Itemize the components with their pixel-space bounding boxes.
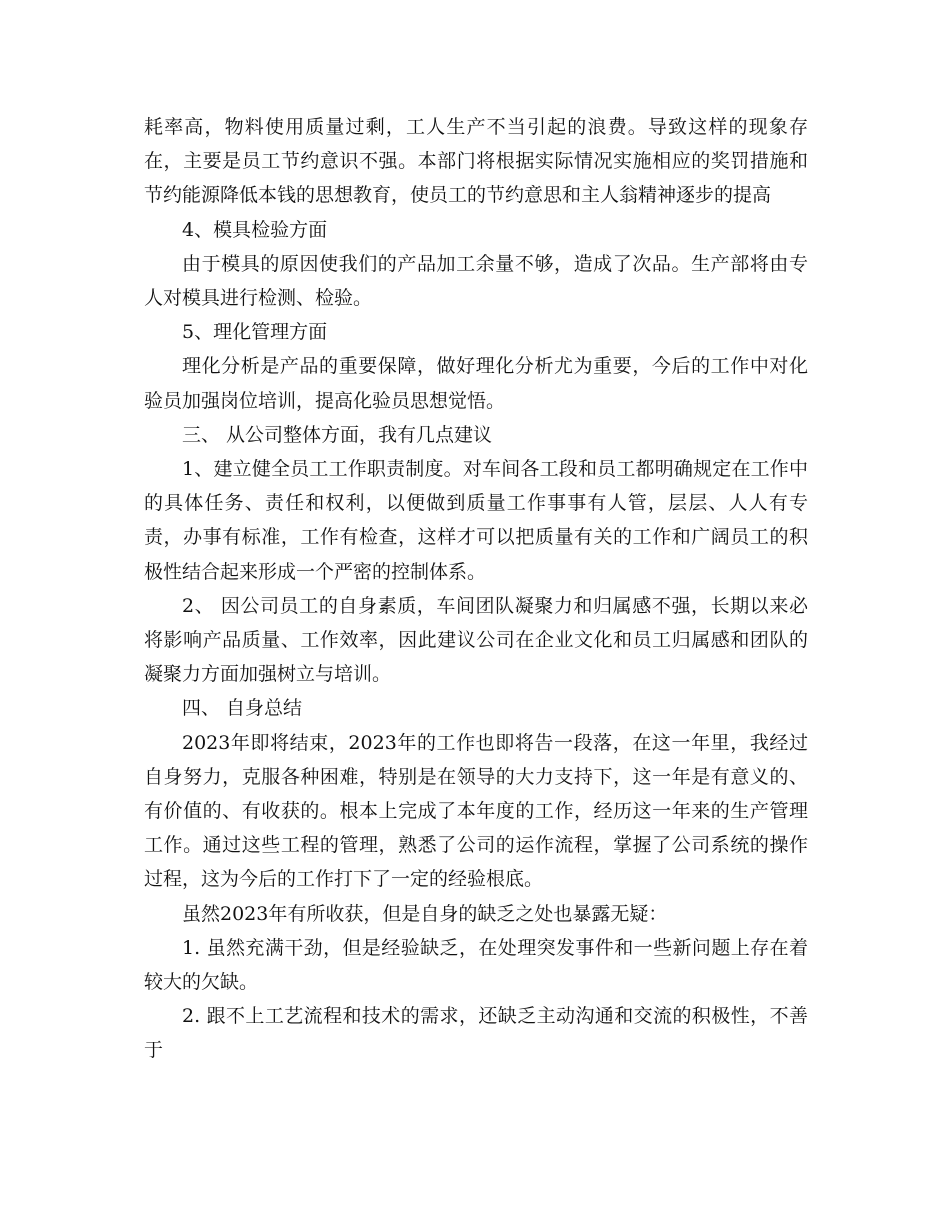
paragraph-chemical-management: 理化分析是产品的重要保障，做好理化分析尤为重要，今后的工作中对化验员加强岗位培训，提高化验员思想觉悟。	[144, 355, 808, 412]
paragraph-self-summary: 2023年即将结束，2023年的工作也即将告一段落，在这一年里，我经过自身努力，克服各种困难，特别是在领导的大力支持下，这一年是有意义的、有价值的、有收获的。根本上完成了本年度的工作，经历这一年来的生产管理工作。通过这些工程的管理，熟悉了公司的运作流程，掌握了公司系统的操作过程，这为今后的工作打下了一定的经验根底。	[144, 731, 808, 891]
heading-self-summary: 四、 自身总结	[182, 697, 303, 720]
heading-company-suggestions: 三、 从公司整体方面，我有几点建议	[182, 423, 493, 446]
list-item-shortcoming-1: 1. 虽然充满干劲，但是经验缺乏，在处理突发事件和一些新问题上存在着较大的欠缺。	[144, 936, 808, 994]
list-item-shortcoming-2: 2. 跟不上工艺流程和技术的需求，还缺乏主动沟通和交流的积极性，不善于	[144, 1005, 808, 1062]
paragraph-suggestion-2: 2、 因公司员工的自身素质，车间团队凝聚力和归属感不强，长期以来必将影响产品质量、工作效率，因此建议公司在企业文化和员工归属感和团队的凝聚力方面加强树立与培训。	[144, 594, 808, 686]
heading-mold-inspection: 4、模具检验方面	[182, 218, 328, 241]
paragraph-suggestion-1: 1、建立健全员工工作职责制度。对车间各工段和员工都明确规定在工作中的具体任务、责任和权利，以便做到质量工作事事有人管，层层、人人有专责，办事有标准，工作有检查，这样才可以把质量有关的工作和广阔员工的积极性结合起来形成一个严密的控制体系。	[144, 458, 808, 583]
document-body	[144, 110, 808, 1068]
paragraph-body-continuation: 耗率高，物料使用质量过剩，工人生产不当引起的浪费。导致这样的现象存在，主要是员工节约意识不强。本部门将根据实际情况实施相应的奖罚措施和节约能源降低本钱的思想教育，使员工的节约意思和主人翁精神逐步的提高	[144, 116, 808, 207]
heading-chemical-management: 5、理化管理方面	[182, 321, 328, 344]
paragraph-shortcomings-intro: 虽然2023年有所收获，但是自身的缺乏之处也暴露无疑：	[182, 902, 668, 925]
paragraph-mold-inspection: 由于模具的原因使我们的产品加工余量不够，造成了次品。生产部将由专人对模具进行检测、检验。	[144, 252, 808, 310]
